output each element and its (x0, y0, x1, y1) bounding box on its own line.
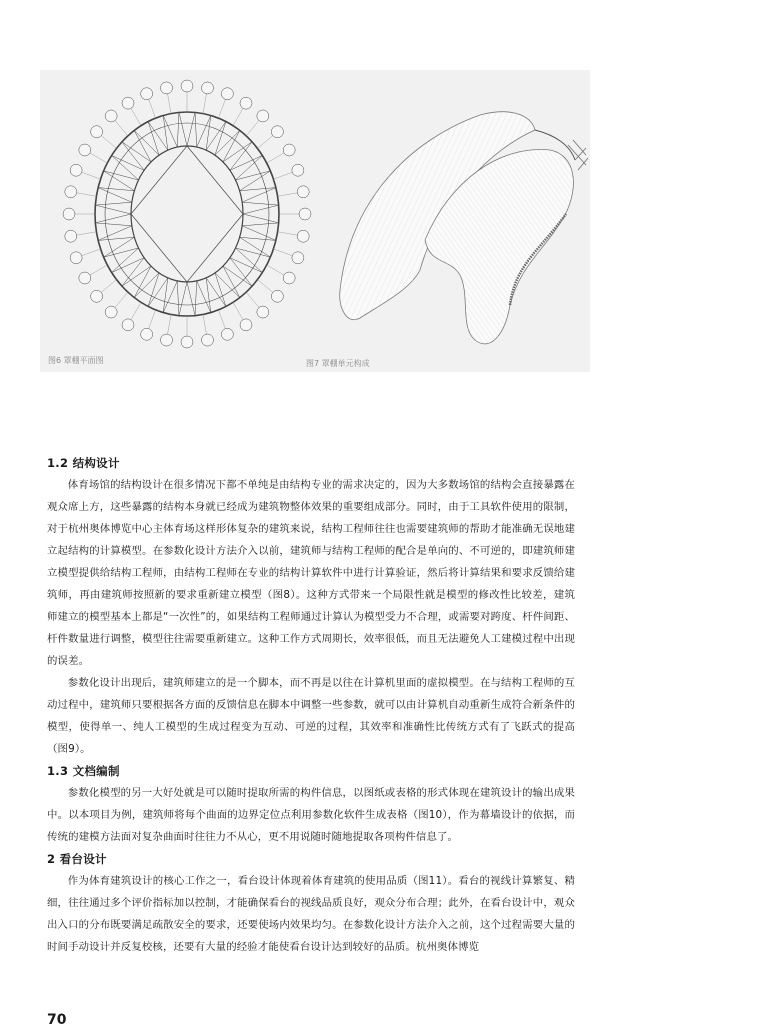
canopy-unit-model (330, 90, 590, 352)
section-heading-1-3: 1.3 文档编制 (47, 764, 120, 778)
paragraph: 参数化设计出现后，建筑师建立的是一个脚本，而不再是以往在计算机里面的虚拟模型。在与结构工程师的互动过程中，建筑师只要根据各方面的反馈信息在脚本中调整一些参数，就可以由计算机自动重新生成符合新条件的模型，使得单一、纯人工模型的生成过程变为互动、可逆的过程，其效率和准确性比传统方式有了飞跃式的提高（图9）。 (47, 677, 575, 755)
paragraph: 体育场馆的结构设计在很多情况下都不单纯是由结构专业的需求决定的，因为大多数场馆的结构会直接暴露在观众席上方，这些暴露的结构本身就已经成为建筑物整体效果的重要组成部分。同时，由于工具软件使用的限制，对于杭州奥体博览中心主体育场这样形体复杂的建筑来说，结构工程师往往也需要建筑师的帮助才能准确无误地建立起结构的计算模型。在参数化设计方法介入以前，建筑师与结构工程师的配合是单向的、不可逆的，即建筑师建立模型提供给结构工程师，由结构工程师在专业的结构计算软件中进行计算验证，然后将计算结果和要求反馈给建筑师，再由建筑师按照新的要求重新建立模型（图8）。这种方式带来一个局限性就是模型的修改性比较差，建筑师建立的模型基本上都是“一次性”的，如果结构工程师通过计算认为模型受力不合理，或需要对跨度、杆件间距、杆件数量进行调整，模型往往需要重新建立。这种工作方式周期长，效率很低，而且无法避免人工建模过程中出现的误差。 (47, 479, 575, 667)
paragraph: 参数化模型的另一大好处就是可以随时提取所需的构件信息，以图纸或表格的形式体现在建筑设计的输出成果中。以本项目为例，建筑师将每个曲面的边界定位点利用参数化软件生成表格（图10），作为幕墙设计的依据，而传统的建模方法面对复杂曲面时往往力不从心，更不用说随时随地提取各项构件信息了。 (47, 787, 575, 843)
section-heading-2: 2 看台设计 (47, 852, 107, 866)
figure7-caption: 图7 罩棚单元构成 (306, 359, 370, 368)
section-heading-1-2: 1.2 结构设计 (47, 456, 120, 470)
page-number: 70 (47, 1012, 67, 1028)
canopy-plan-drawing (52, 76, 322, 352)
body-text (47, 452, 575, 958)
figure-panel (40, 70, 590, 372)
figure6-caption: 图6 罩棚平面图 (48, 356, 104, 365)
paragraph: 作为体育建筑设计的核心工作之一，看台设计体现着体育建筑的使用品质（图11）。看台的视线计算繁复、精细，往往通过多个评价指标加以控制，才能确保看台的视线品质良好，观众分布合理；此外，在看台设计中，观众出入口的分布既要满足疏散安全的要求，还要使场内效果均匀。在参数化设计方法介入之前，这个过程需要大量的时间手动设计并反复校核，还要有大量的经验才能使看台设计达到较好的品质。杭州奥体博览 (47, 875, 575, 953)
